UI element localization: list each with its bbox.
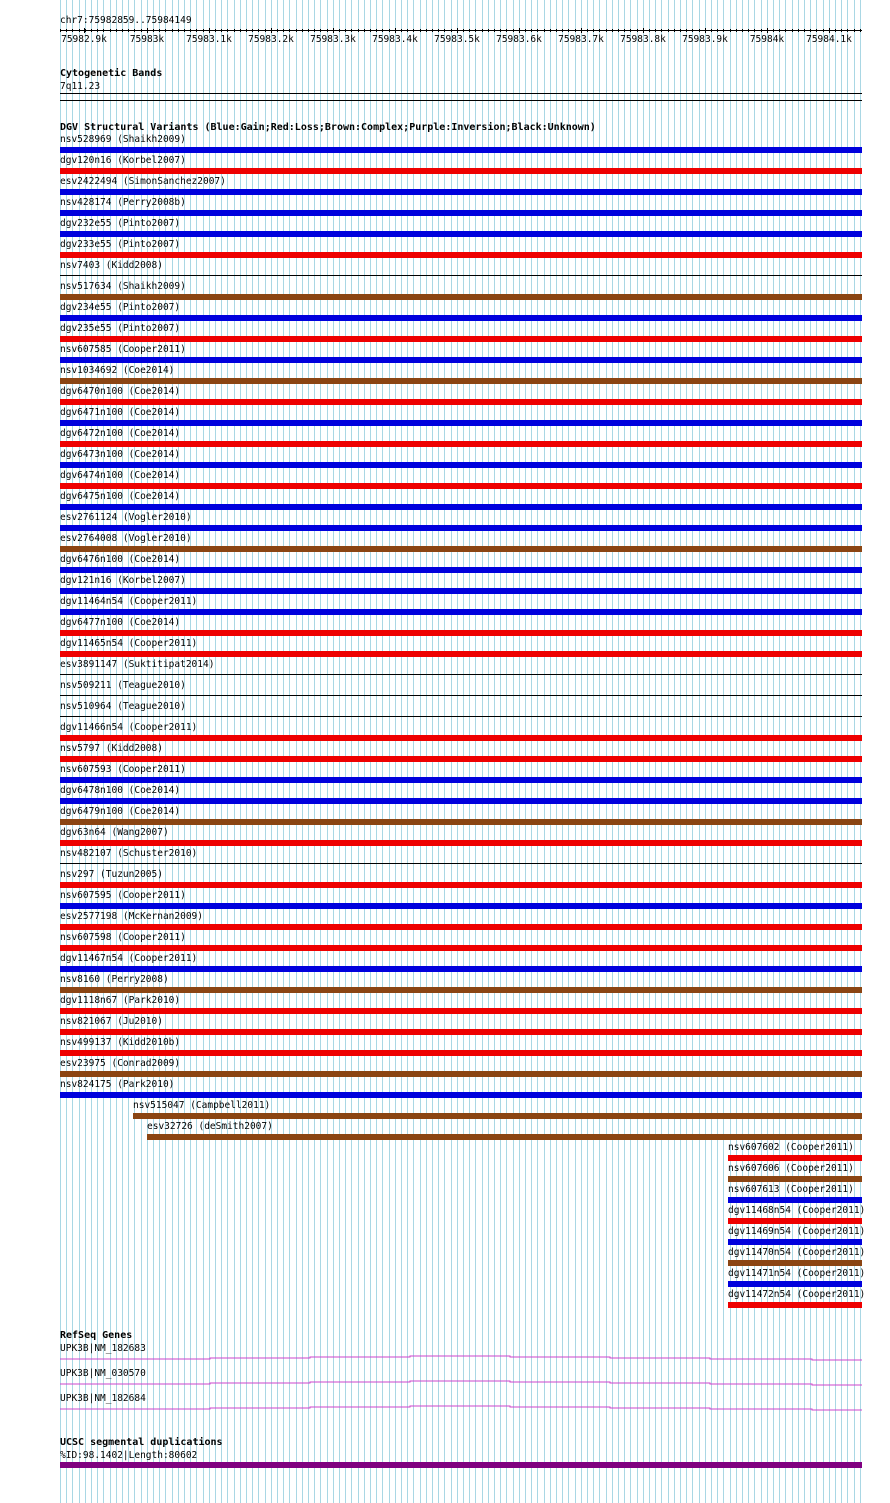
ruler-minor-tick bbox=[420, 29, 421, 32]
dgv-variant-label[interactable]: dgv120n16 (Korbel2007) bbox=[60, 155, 186, 166]
ruler-minor-tick bbox=[364, 29, 365, 32]
dgv-variant-label[interactable]: nsv607613 (Cooper2011) bbox=[728, 1184, 854, 1195]
dgv-variant-label[interactable]: esv2577198 (McKernan2009) bbox=[60, 911, 203, 922]
dgv-variant-bar[interactable] bbox=[60, 863, 862, 864]
dgv-variant-label[interactable]: dgv11467n54 (Cooper2011) bbox=[60, 953, 198, 964]
ruler-minor-tick bbox=[829, 29, 830, 32]
ruler-minor-tick bbox=[339, 29, 340, 32]
cytoband-bar-bottom bbox=[60, 100, 862, 101]
ruler-minor-tick bbox=[283, 29, 284, 32]
dgv-variant-label[interactable]: dgv11465n54 (Cooper2011) bbox=[60, 638, 198, 649]
dgv-variant-bar[interactable] bbox=[60, 674, 862, 675]
ruler-minor-tick bbox=[358, 29, 359, 32]
ruler-minor-tick bbox=[705, 29, 706, 32]
ruler-minor-tick bbox=[345, 29, 346, 32]
dgv-variant-label[interactable]: dgv233e55 (Pinto2007) bbox=[60, 239, 181, 250]
dgv-variant-bar[interactable] bbox=[728, 1176, 862, 1182]
ruler-minor-tick bbox=[60, 29, 61, 32]
ruler-minor-tick bbox=[748, 29, 749, 32]
dgv-variant-bar[interactable] bbox=[60, 945, 862, 951]
ruler-minor-tick bbox=[767, 29, 768, 32]
refseq-gene-line[interactable] bbox=[0, 1380, 890, 1388]
ruler-minor-tick bbox=[823, 29, 824, 32]
ruler-minor-tick bbox=[265, 29, 266, 32]
dgv-variant-bar[interactable] bbox=[60, 777, 862, 783]
dgv-variant-bar[interactable] bbox=[60, 735, 862, 741]
segdup-title: UCSC segmental duplications bbox=[60, 1437, 223, 1448]
ruler-minor-tick bbox=[674, 29, 675, 32]
ruler-minor-tick bbox=[333, 29, 334, 32]
ruler-minor-tick bbox=[277, 29, 278, 32]
dgv-variant-label[interactable]: nsv821067 (Ju2010) bbox=[60, 1016, 163, 1027]
refseq-gene-label[interactable]: UPK3B|NM_182684 bbox=[60, 1393, 146, 1404]
ruler-minor-tick bbox=[178, 29, 179, 32]
dgv-variant-label[interactable]: nsv528969 (Shaikh2009) bbox=[60, 134, 186, 145]
dgv-variant-label[interactable]: dgv235e55 (Pinto2007) bbox=[60, 323, 181, 334]
ruler-minor-tick bbox=[438, 29, 439, 32]
ruler-minor-tick bbox=[258, 29, 259, 32]
ruler-minor-tick bbox=[519, 29, 520, 32]
ruler-minor-tick bbox=[134, 29, 135, 32]
ruler-minor-tick bbox=[463, 29, 464, 32]
ruler-minor-tick bbox=[413, 29, 414, 32]
ruler-minor-tick bbox=[488, 29, 489, 32]
ruler-minor-tick bbox=[612, 29, 613, 32]
ruler-minor-tick bbox=[234, 29, 235, 32]
dgv-variant-label[interactable]: dgv11472n54 (Cooper2011) bbox=[728, 1289, 866, 1300]
dgv-variant-bar[interactable] bbox=[60, 756, 862, 762]
dgv-variant-label[interactable]: dgv11471n54 (Cooper2011) bbox=[728, 1268, 866, 1279]
ruler-minor-tick bbox=[860, 29, 861, 32]
dgv-variant-label[interactable]: dgv11469n54 (Cooper2011) bbox=[728, 1226, 866, 1237]
dgv-variant-label[interactable]: dgv6475n100 (Coe2014) bbox=[60, 491, 181, 502]
dgv-variant-label[interactable]: dgv6476n100 (Coe2014) bbox=[60, 554, 181, 565]
ruler-minor-tick bbox=[655, 29, 656, 32]
ruler-minor-tick bbox=[79, 29, 80, 32]
dgv-variant-label[interactable]: nsv510964 (Teague2010) bbox=[60, 701, 186, 712]
ruler-minor-tick bbox=[798, 29, 799, 32]
ruler-minor-tick bbox=[575, 29, 576, 32]
dgv-variant-label[interactable]: dgv63n64 (Wang2007) bbox=[60, 827, 169, 838]
dgv-variant-label[interactable]: nsv607595 (Cooper2011) bbox=[60, 890, 186, 901]
ruler-minor-tick bbox=[736, 29, 737, 32]
dgv-variant-bar[interactable] bbox=[60, 716, 862, 717]
ruler-tick-label: 75983.6k bbox=[496, 34, 542, 45]
ruler-minor-tick bbox=[680, 29, 681, 32]
cytoband-title: Cytogenetic Bands bbox=[60, 68, 163, 79]
ruler-tick-label: 75984.1k bbox=[806, 34, 852, 45]
dgv-variant-bar[interactable] bbox=[60, 630, 862, 636]
dgv-variant-bar[interactable] bbox=[60, 189, 862, 195]
ruler-minor-tick bbox=[556, 29, 557, 32]
dgv-variant-bar[interactable] bbox=[60, 462, 862, 468]
dgv-variant-label[interactable]: esv23975 (Conrad2009) bbox=[60, 1058, 181, 1069]
dgv-variant-label[interactable]: nsv8160 (Perry2008) bbox=[60, 974, 169, 985]
ruler-minor-tick bbox=[643, 29, 644, 32]
ruler-minor-tick bbox=[351, 29, 352, 32]
dgv-variant-bar[interactable] bbox=[60, 987, 862, 993]
dgv-variant-label[interactable]: nsv1034692 (Coe2014) bbox=[60, 365, 175, 376]
dgv-variant-bar[interactable] bbox=[147, 1134, 862, 1140]
ruler-minor-tick bbox=[382, 29, 383, 32]
ruler-minor-tick bbox=[816, 29, 817, 32]
dgv-variant-bar[interactable] bbox=[728, 1239, 862, 1245]
dgv-variant-bar[interactable] bbox=[60, 546, 862, 552]
ruler-minor-tick bbox=[314, 29, 315, 32]
ruler-minor-tick bbox=[537, 29, 538, 32]
segdup-bar[interactable] bbox=[60, 1462, 862, 1468]
dgv-variant-bar[interactable] bbox=[60, 275, 862, 276]
ruler-minor-tick bbox=[568, 29, 569, 32]
dgv-variant-label[interactable]: dgv6471n100 (Coe2014) bbox=[60, 407, 181, 418]
ruler-minor-tick bbox=[426, 29, 427, 32]
dgv-variant-label[interactable]: nsv824175 (Park2010) bbox=[60, 1079, 175, 1090]
dgv-variant-bar[interactable] bbox=[728, 1260, 862, 1266]
dgv-variant-label[interactable]: nsv428174 (Perry2008b) bbox=[60, 197, 186, 208]
ruler-minor-tick bbox=[785, 29, 786, 32]
ruler-minor-tick bbox=[506, 29, 507, 32]
dgv-variant-label[interactable]: dgv11464n54 (Cooper2011) bbox=[60, 596, 198, 607]
ruler-minor-tick bbox=[550, 29, 551, 32]
ruler-minor-tick bbox=[668, 29, 669, 32]
ruler-tick-label: 75983.8k bbox=[620, 34, 666, 45]
ruler-minor-tick bbox=[407, 29, 408, 32]
ruler-minor-tick bbox=[841, 29, 842, 32]
dgv-variant-bar[interactable] bbox=[60, 399, 862, 405]
refseq-gene-line[interactable] bbox=[0, 1355, 890, 1363]
dgv-variant-bar[interactable] bbox=[60, 525, 862, 531]
dgv-variant-label[interactable]: dgv234e55 (Pinto2007) bbox=[60, 302, 181, 313]
dgv-variant-label[interactable]: esv2422494 (SimonSanchez2007) bbox=[60, 176, 226, 187]
ruler-minor-tick bbox=[91, 29, 92, 32]
dgv-variant-bar[interactable] bbox=[728, 1281, 862, 1287]
ruler-minor-tick bbox=[500, 29, 501, 32]
dgv-variant-bar[interactable] bbox=[60, 567, 862, 573]
dgv-variant-label[interactable]: dgv6478n100 (Coe2014) bbox=[60, 785, 181, 796]
dgv-variant-bar[interactable] bbox=[60, 1092, 862, 1098]
refseq-title: RefSeq Genes bbox=[60, 1330, 133, 1341]
dgv-variant-label[interactable]: dgv11466n54 (Cooper2011) bbox=[60, 722, 198, 733]
ruler-minor-tick bbox=[184, 29, 185, 32]
ruler-tick-label: 75983.7k bbox=[558, 34, 604, 45]
ruler-minor-tick bbox=[717, 29, 718, 32]
ruler-minor-tick bbox=[296, 29, 297, 32]
ruler-minor-tick bbox=[320, 29, 321, 32]
dgv-variant-bar[interactable] bbox=[60, 1071, 862, 1077]
dgv-variant-bar[interactable] bbox=[60, 336, 862, 342]
dgv-variant-label[interactable]: dgv6473n100 (Coe2014) bbox=[60, 449, 181, 460]
dgv-variant-bar[interactable] bbox=[60, 231, 862, 237]
dgv-variant-bar[interactable] bbox=[60, 168, 862, 174]
ruler-minor-tick bbox=[482, 29, 483, 32]
dgv-variant-bar[interactable] bbox=[60, 1008, 862, 1014]
ruler-minor-tick bbox=[72, 29, 73, 32]
ruler-minor-tick bbox=[147, 29, 148, 32]
ruler-minor-tick bbox=[308, 29, 309, 32]
ruler-minor-tick bbox=[209, 29, 210, 32]
ruler-minor-tick bbox=[754, 29, 755, 32]
dgv-variant-bar[interactable] bbox=[60, 294, 862, 300]
dgv-variant-label[interactable]: nsv509211 (Teague2010) bbox=[60, 680, 186, 691]
ruler-minor-tick bbox=[246, 29, 247, 32]
ruler-minor-tick bbox=[587, 29, 588, 32]
ruler-minor-tick bbox=[723, 29, 724, 32]
dgv-title: DGV Structural Variants (Blue:Gain;Red:Loss;Brown:Complex;Purple:Inversion;Black:Unknown) bbox=[60, 122, 596, 133]
ruler-minor-tick bbox=[376, 29, 377, 32]
ruler-minor-tick bbox=[289, 29, 290, 32]
refseq-gene-line[interactable] bbox=[0, 1405, 890, 1413]
ruler-tick-label: 75983.1k bbox=[186, 34, 232, 45]
ruler-minor-tick bbox=[581, 29, 582, 32]
ruler-minor-tick bbox=[451, 29, 452, 32]
dgv-variant-label[interactable]: nsv517634 (Shaikh2009) bbox=[60, 281, 186, 292]
ruler-minor-tick bbox=[110, 29, 111, 32]
dgv-variant-bar[interactable] bbox=[60, 1029, 862, 1035]
dgv-variant-label[interactable]: nsv607606 (Cooper2011) bbox=[728, 1163, 854, 1174]
ruler-minor-tick bbox=[432, 29, 433, 32]
dgv-variant-bar[interactable] bbox=[60, 882, 862, 888]
ruler-minor-tick bbox=[661, 29, 662, 32]
dgv-variant-label[interactable]: esv32726 (deSmith2007) bbox=[147, 1121, 273, 1132]
dgv-variant-label[interactable]: nsv607598 (Cooper2011) bbox=[60, 932, 186, 943]
ruler-minor-tick bbox=[761, 29, 762, 32]
ruler-minor-tick bbox=[389, 29, 390, 32]
dgv-variant-label[interactable]: nsv607602 (Cooper2011) bbox=[728, 1142, 854, 1153]
ruler-minor-tick bbox=[730, 29, 731, 32]
dgv-variant-bar[interactable] bbox=[60, 504, 862, 510]
ruler-tick-label: 75984k bbox=[749, 34, 785, 45]
dgv-variant-bar[interactable] bbox=[60, 651, 862, 657]
dgv-variant-bar[interactable] bbox=[60, 210, 862, 216]
ruler-minor-tick bbox=[116, 29, 117, 32]
ruler-minor-tick bbox=[190, 29, 191, 32]
ruler-minor-tick bbox=[562, 29, 563, 32]
dgv-variant-bar[interactable] bbox=[728, 1218, 862, 1224]
dgv-variant-bar[interactable] bbox=[60, 357, 862, 363]
ruler-minor-tick bbox=[141, 29, 142, 32]
ruler-minor-tick bbox=[742, 29, 743, 32]
ruler-minor-tick bbox=[97, 29, 98, 32]
ruler-minor-tick bbox=[327, 29, 328, 32]
dgv-variant-bar[interactable] bbox=[60, 315, 862, 321]
dgv-variant-bar[interactable] bbox=[60, 966, 862, 972]
dgv-variant-bar[interactable] bbox=[60, 252, 862, 258]
ruler-minor-tick bbox=[172, 29, 173, 32]
ruler-minor-tick bbox=[475, 29, 476, 32]
dgv-variant-label[interactable]: nsv7403 (Kidd2008) bbox=[60, 260, 163, 271]
dgv-variant-bar[interactable] bbox=[60, 378, 862, 384]
ruler-location: chr7:75982859..75984149 bbox=[60, 15, 192, 26]
ruler-tick-label: 75983.3k bbox=[310, 34, 356, 45]
dgv-variant-bar[interactable] bbox=[60, 840, 862, 846]
dgv-variant-label[interactable]: dgv6470n100 (Coe2014) bbox=[60, 386, 181, 397]
ruler-minor-tick bbox=[128, 29, 129, 32]
dgv-variant-bar[interactable] bbox=[60, 147, 862, 153]
ruler-minor-tick bbox=[196, 29, 197, 32]
ruler-minor-tick bbox=[85, 29, 86, 32]
ruler-minor-tick bbox=[593, 29, 594, 32]
ruler-minor-tick bbox=[457, 29, 458, 32]
segdup-label: %ID:98.1402|Length:80602 bbox=[60, 1450, 198, 1461]
dgv-variant-label[interactable]: esv2761124 (Vogler2010) bbox=[60, 512, 192, 523]
cytoband-bar-top bbox=[60, 93, 862, 94]
ruler-tick-label: 75983.5k bbox=[434, 34, 480, 45]
dgv-variant-bar[interactable] bbox=[60, 1050, 862, 1056]
dgv-variant-bar[interactable] bbox=[133, 1113, 862, 1119]
ruler-minor-tick bbox=[847, 29, 848, 32]
dgv-variant-label[interactable]: dgv6474n100 (Coe2014) bbox=[60, 470, 181, 481]
ruler-minor-tick bbox=[444, 29, 445, 32]
dgv-variant-bar[interactable] bbox=[60, 483, 862, 489]
ruler-minor-tick bbox=[215, 29, 216, 32]
ruler-minor-tick bbox=[513, 29, 514, 32]
dgv-variant-label[interactable]: dgv6472n100 (Coe2014) bbox=[60, 428, 181, 439]
dgv-variant-bar[interactable] bbox=[60, 819, 862, 825]
ruler-minor-tick bbox=[395, 29, 396, 32]
ruler-minor-tick bbox=[122, 29, 123, 32]
ruler-minor-tick bbox=[203, 29, 204, 32]
dgv-variant-bar[interactable] bbox=[728, 1197, 862, 1203]
dgv-variant-bar[interactable] bbox=[60, 588, 862, 594]
refseq-gene-label[interactable]: UPK3B|NM_030570 bbox=[60, 1368, 146, 1379]
dgv-variant-bar[interactable] bbox=[60, 441, 862, 447]
ruler-minor-tick bbox=[618, 29, 619, 32]
ruler-minor-tick bbox=[221, 29, 222, 32]
ruler-minor-tick bbox=[159, 29, 160, 32]
ruler-minor-tick bbox=[494, 29, 495, 32]
ruler-minor-tick bbox=[531, 29, 532, 32]
ruler-minor-tick bbox=[624, 29, 625, 32]
ruler-minor-tick bbox=[252, 29, 253, 32]
ruler-minor-tick bbox=[153, 29, 154, 32]
ruler-minor-tick bbox=[227, 29, 228, 32]
dgv-variant-label[interactable]: nsv5797 (Kidd2008) bbox=[60, 743, 163, 754]
ruler-minor-tick bbox=[637, 29, 638, 32]
dgv-variant-label[interactable]: dgv121n16 (Korbel2007) bbox=[60, 575, 186, 586]
ruler-minor-tick bbox=[240, 29, 241, 32]
dgv-variant-label[interactable]: dgv11468n54 (Cooper2011) bbox=[728, 1205, 866, 1216]
ruler-minor-tick bbox=[66, 29, 67, 32]
dgv-variant-label[interactable]: nsv607593 (Cooper2011) bbox=[60, 764, 186, 775]
dgv-variant-label[interactable]: dgv1118n67 (Park2010) bbox=[60, 995, 181, 1006]
ruler-minor-tick bbox=[302, 29, 303, 32]
dgv-variant-label[interactable]: nsv607585 (Cooper2011) bbox=[60, 344, 186, 355]
ruler-minor-tick bbox=[649, 29, 650, 32]
dgv-variant-bar[interactable] bbox=[60, 609, 862, 615]
ruler-minor-tick bbox=[544, 29, 545, 32]
ruler-minor-tick bbox=[525, 29, 526, 32]
dgv-variant-label[interactable]: dgv6477n100 (Coe2014) bbox=[60, 617, 181, 628]
dgv-variant-bar[interactable] bbox=[60, 924, 862, 930]
dgv-variant-label[interactable]: nsv515047 (Campbell2011) bbox=[133, 1100, 271, 1111]
dgv-variant-bar[interactable] bbox=[60, 695, 862, 696]
ruler-minor-tick bbox=[692, 29, 693, 32]
ruler-minor-tick bbox=[630, 29, 631, 32]
dgv-variant-label[interactable]: dgv11470n54 (Cooper2011) bbox=[728, 1247, 866, 1258]
ruler-tick-label: 75983.4k bbox=[372, 34, 418, 45]
ruler-minor-tick bbox=[835, 29, 836, 32]
refseq-gene-label[interactable]: UPK3B|NM_182683 bbox=[60, 1343, 146, 1354]
dgv-variant-bar[interactable] bbox=[728, 1302, 862, 1308]
ruler-minor-tick bbox=[779, 29, 780, 32]
dgv-variant-label[interactable]: esv3891147 (Suktitipat2014) bbox=[60, 659, 215, 670]
ruler-minor-tick bbox=[792, 29, 793, 32]
ruler-minor-tick bbox=[804, 29, 805, 32]
ruler-minor-tick bbox=[271, 29, 272, 32]
ruler-minor-tick bbox=[469, 29, 470, 32]
dgv-variant-label[interactable]: dgv6479n100 (Coe2014) bbox=[60, 806, 181, 817]
ruler-minor-tick bbox=[711, 29, 712, 32]
dgv-variant-label[interactable]: nsv499137 (Kidd2010b) bbox=[60, 1037, 181, 1048]
dgv-variant-label[interactable]: esv2764008 (Vogler2010) bbox=[60, 533, 192, 544]
ruler-minor-tick bbox=[773, 29, 774, 32]
cytoband-label: 7q11.23 bbox=[60, 81, 101, 92]
dgv-variant-bar[interactable] bbox=[60, 420, 862, 426]
ruler-minor-tick bbox=[103, 29, 104, 32]
ruler-minor-tick bbox=[686, 29, 687, 32]
ruler-tick-label: 75983k bbox=[129, 34, 165, 45]
ruler-tick-label: 75982.9k bbox=[61, 34, 107, 45]
ruler-minor-tick bbox=[599, 29, 600, 32]
ruler-minor-tick bbox=[606, 29, 607, 32]
dgv-variant-bar[interactable] bbox=[728, 1155, 862, 1161]
ruler-tick-label: 75983.9k bbox=[682, 34, 728, 45]
ruler-minor-tick bbox=[854, 29, 855, 32]
ruler-minor-tick bbox=[401, 29, 402, 32]
dgv-variant-bar[interactable] bbox=[60, 798, 862, 804]
ruler-minor-tick bbox=[370, 29, 371, 32]
dgv-variant-label[interactable]: nsv482107 (Schuster2010) bbox=[60, 848, 198, 859]
ruler-minor-tick bbox=[810, 29, 811, 32]
ruler-minor-tick bbox=[165, 29, 166, 32]
dgv-variant-bar[interactable] bbox=[60, 903, 862, 909]
ruler-minor-tick bbox=[699, 29, 700, 32]
dgv-variant-label[interactable]: dgv232e55 (Pinto2007) bbox=[60, 218, 181, 229]
ruler-tick-label: 75983.2k bbox=[248, 34, 294, 45]
dgv-variant-label[interactable]: nsv297 (Tuzun2005) bbox=[60, 869, 163, 880]
